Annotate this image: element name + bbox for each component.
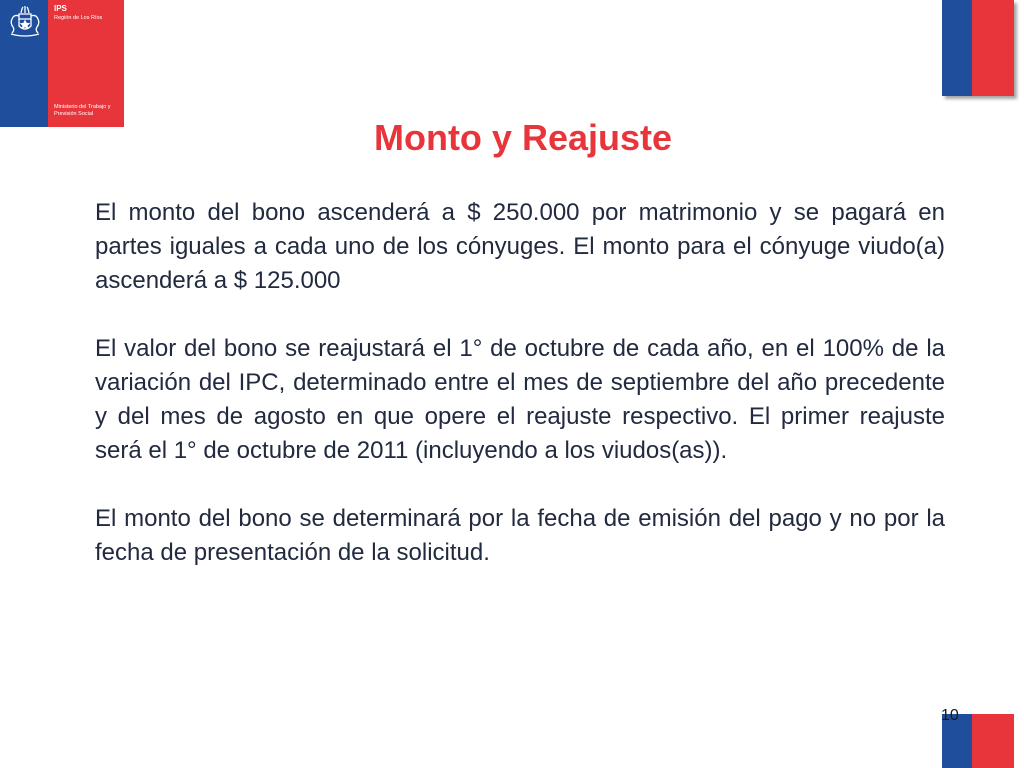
slide-title: Monto y Reajuste [373, 117, 673, 159]
slide-body [95, 196, 945, 570]
logo-blue-panel [0, 0, 48, 127]
paragraph-determination: El monto del bono se determinará por la fecha de emisión del pago y no por la fecha de presentación de la solicitud. [95, 505, 945, 566]
page-number: 10 [941, 707, 959, 724]
institution-logo [0, 0, 124, 127]
corner-flag-top [942, 0, 1014, 96]
paragraph-amount: El monto del bono ascenderá a $ 250.000 por matrimonio y se pagará en partes iguales a cada uno de los cónyuges. El monto para el cónyuge viudo(a) ascenderá a $ 125.000 [95, 199, 945, 294]
logo-title: IPS [54, 4, 67, 13]
chile-coat-of-arms-icon [5, 4, 45, 40]
logo-region: Región de Los Ríos [54, 15, 103, 21]
logo-ministry: Ministerio del Trabajo y Previsión Social [54, 104, 111, 117]
paragraph-readjustment: El valor del bono se reajustará el 1° de octubre de cada año, en el 100% de la variación del IPC, determinado entre el mes de septiembre del año precedente y del mes de agosto en que opere el reajuste respectivo. El primer reajuste será el 1° de octubre de 2011 (incluyendo a los viudos(as)). [95, 335, 945, 464]
logo-red-panel [48, 0, 124, 127]
